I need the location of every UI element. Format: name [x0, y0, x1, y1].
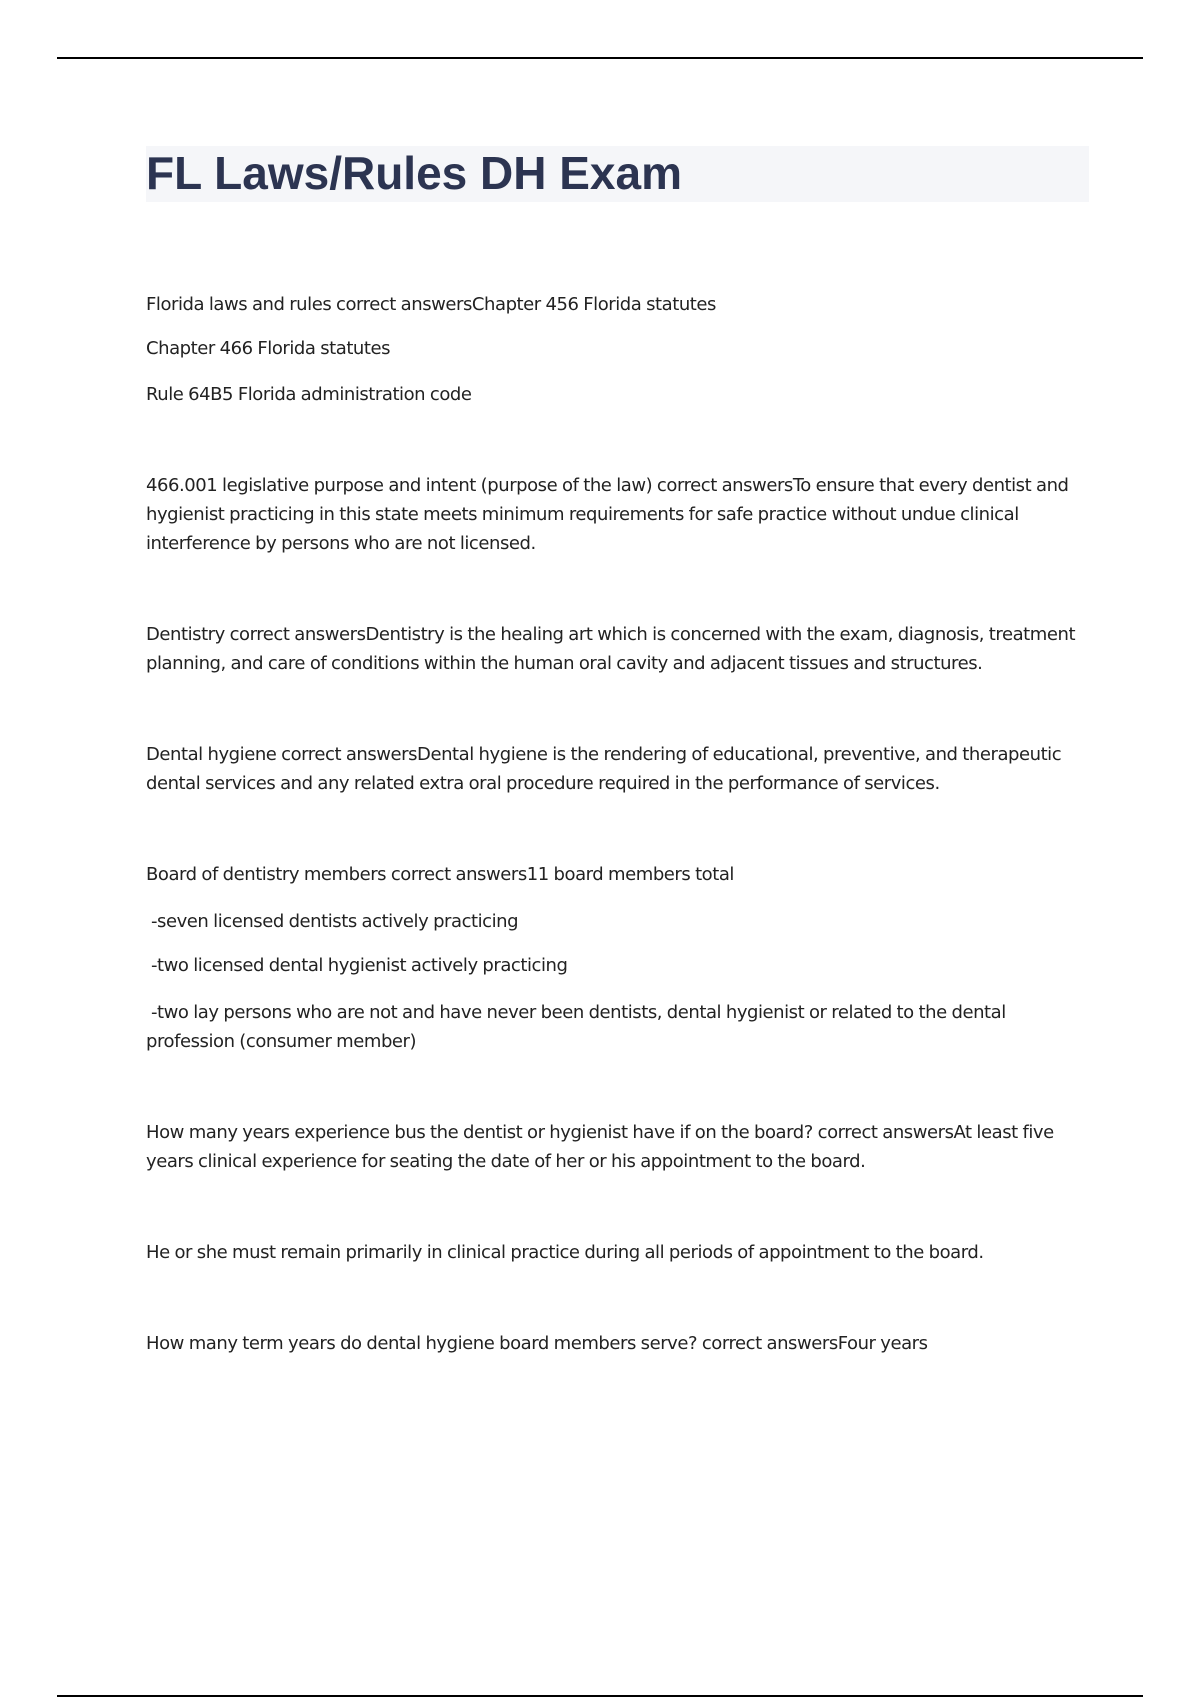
- paragraph: Dental hygiene correct answersDental hygiene is the rendering of educational, preventive, and therapeutic dental services and any related extra oral procedure required in the performance of services.: [146, 744, 1062, 794]
- paragraph: -two licensed dental hygienist actively practicing: [151, 955, 568, 976]
- paragraph: Florida laws and rules correct answersChapter 456 Florida statutes: [146, 294, 716, 315]
- paragraph: -seven licensed dentists actively practicing: [151, 911, 519, 932]
- paragraph: How many years experience bus the dentist or hygienist have if on the board? correct answersAt least five years clinical experience for seating the date of her or his appointment to the board.: [146, 1122, 1054, 1172]
- paragraph: He or she must remain primarily in clinical practice during all periods of appointment to the board.: [146, 1242, 984, 1263]
- paragraph: 466.001 legislative purpose and intent (purpose of the law) correct answersTo ensure that every dentist and hygienist practicing in this state meets minimum requirements for safe practice without undue clinical interference by persons who are not licensed.: [146, 475, 1069, 554]
- paragraph: Chapter 466 Florida statutes: [146, 338, 391, 359]
- footer-rule: [57, 1695, 1143, 1697]
- header-rule: [57, 57, 1143, 59]
- paragraph: Board of dentistry members correct answers11 board members total: [146, 864, 734, 885]
- document-title: FL Laws/Rules DH Exam: [146, 147, 682, 199]
- paragraph: Dentistry correct answersDentistry is the healing art which is concerned with the exam, diagnosis, treatment planning, and care of conditions within the human oral cavity and adjacent tissues and structures.: [146, 624, 1076, 674]
- document-body: [146, 290, 1096, 1358]
- paragraph: Rule 64B5 Florida administration code: [146, 384, 472, 405]
- paragraph: How many term years do dental hygiene board members serve? correct answersFour years: [146, 1333, 928, 1354]
- paragraph: -two lay persons who are not and have never been dentists, dental hygienist or related to the dental profession (consumer member): [146, 1002, 1006, 1052]
